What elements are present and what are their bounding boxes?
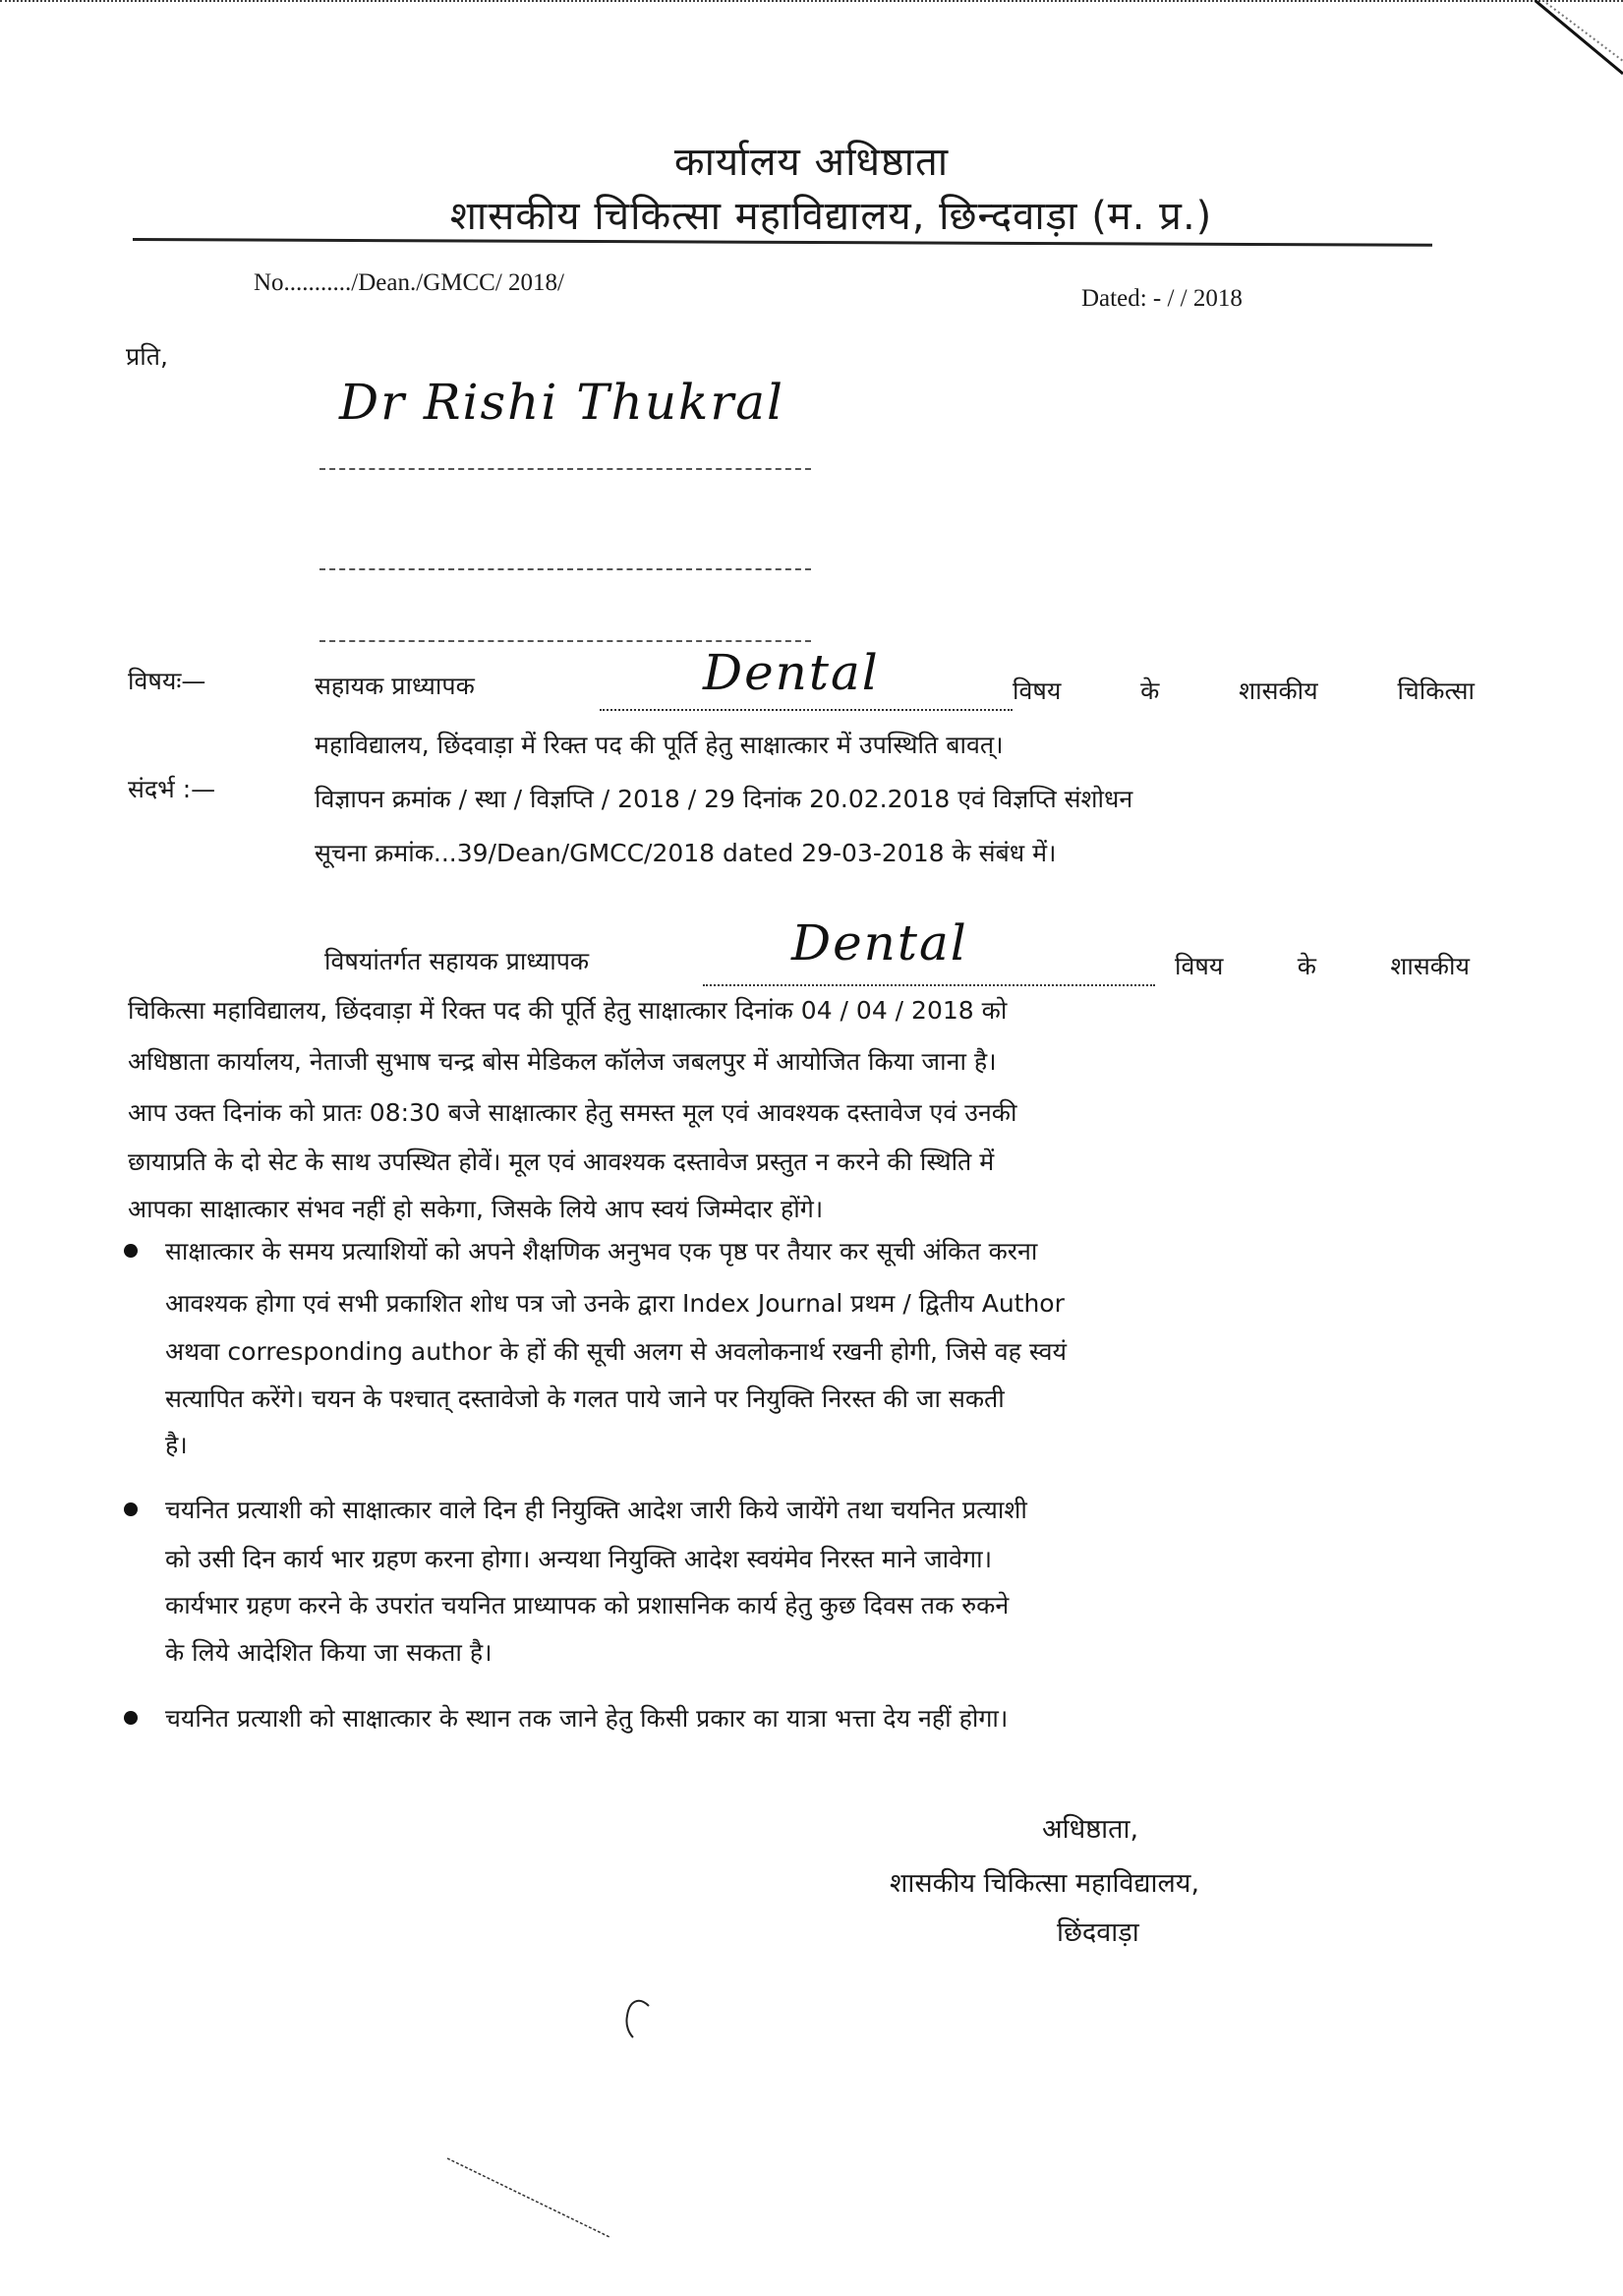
reference-number: No.........../Dean./GMCC/ 2018/	[254, 269, 564, 296]
body-fill-line	[703, 971, 1155, 990]
address-line-3	[319, 640, 811, 642]
body-line: छायाप्रति के दो सेट के साथ उपस्थित होवें। मूल एवं आवश्यक दस्तावेज प्रस्तुत न करने की स्थिति में	[128, 1148, 995, 1176]
bullet-2-line: को उसी दिन कार्य भार ग्रहण करना होगा। अन्यथा नियुक्ति आदेश स्वयंमेव निरस्त माने जावेगा।	[165, 1545, 993, 1573]
subject-suffix: विषय के शासकीय चिकित्सा	[1013, 677, 1475, 705]
address-line-2	[319, 568, 811, 570]
body-handwritten-subject: Dental	[791, 914, 968, 971]
bullet-3-line: चयनित प्रत्याशी को साक्षात्कार के स्थान तक जाने हेतु किसी प्रकार का यात्रा भत्ता देय नहीं होगा।	[165, 1704, 1009, 1733]
reference-line-2: सूचना क्रमांक...39/Dean/GMCC/2018 dated 29-03-2018 के संबंध में।	[315, 839, 1057, 867]
bullet-icon	[124, 1502, 138, 1516]
body-intro-prefix: विषयांतर्गत सहायक प्राध्यापक	[324, 947, 590, 975]
subject-line-2: महाविद्यालय, छिंदवाड़ा में रिक्त पद की पूर्ति हेतु साक्षात्कार में उपस्थिति बावत्।	[315, 731, 1004, 759]
body-line: अधिष्ठाता कार्यालय, नेताजी सुभाष चन्द्र बोस मेडिकल कॉलेज जबलपुर में आयोजित किया जाना है।	[128, 1047, 997, 1076]
signatory-title: अधिष्ठाता,	[1042, 1814, 1139, 1845]
bullet-1-line: आवश्यक होगा एवं सभी प्रकाशित शोध पत्र जो उनके द्वारा Index Journal प्रथम / द्वितीय Author	[165, 1289, 1065, 1318]
reference-label: संदर्भ :—	[128, 775, 216, 803]
body-line: आप उक्त दिनांक को प्रातः 08:30 बजे साक्षात्कार हेतु समस्त मूल एवं आवश्यक दस्तावेज एवं उनकी	[128, 1098, 1017, 1127]
signatory-institution: शासकीय चिकित्सा महाविद्यालय,	[890, 1868, 1200, 1899]
bullet-icon	[124, 1711, 138, 1725]
scan-mark	[442, 2153, 619, 2242]
body-intro-suffix: विषय के शासकीय	[1175, 952, 1470, 980]
office-heading: कार्यालय अधिष्ठाता	[673, 140, 950, 185]
institution-heading: शासकीय चिकित्सा महाविद्यालय, छिन्दवाड़ा (म. प्र.)	[449, 194, 1213, 239]
subject-handwritten: Dental	[703, 644, 880, 701]
subject-prefix: सहायक प्राध्यापक	[315, 672, 475, 700]
body-line: चिकित्सा महाविद्यालय, छिंदवाड़ा में रिक्त पद की पूर्ति हेतु साक्षात्कार दिनांक 04 / 04 / 2018 को	[128, 996, 1008, 1025]
reference-line-1: विज्ञापन क्रमांक / स्था / विज्ञप्ति / 2018 / 29 दिनांक 20.02.2018 एवं विज्ञप्ति संशोधन	[315, 785, 1133, 813]
subject-label: विषयः—	[128, 667, 206, 695]
dated-field: Dated: - / / 2018	[1081, 285, 1243, 312]
bullet-1-line: सत्यापित करेंगे। चयन के पश्चात् दस्तावेजो के गलत पाये जाने पर नियुक्ति निरस्त की जा सकती	[165, 1384, 1005, 1413]
recipient-name-handwritten: Dr Rishi Thukral	[339, 374, 785, 431]
recipient-label: प्रति,	[126, 342, 168, 371]
bullet-2-line: के लिये आदेशित किया जा सकता है।	[165, 1638, 493, 1667]
scan-mark	[619, 1996, 659, 2040]
bullet-2-line: कार्यभार ग्रहण करने के उपरांत चयनित प्राध्यापक को प्रशासनिक कार्य हेतु कुछ दिवस तक रुकने	[165, 1591, 1010, 1619]
bullet-1-line: अथवा corresponding author के हों की सूची अलग से अवलोकनार्थ रखनी होगी, जिसे वह स्वयं	[165, 1337, 1067, 1366]
bullet-icon	[124, 1244, 138, 1258]
address-line-1	[319, 468, 811, 470]
bullet-1-line: साक्षात्कार के समय प्रत्याशियों को अपने शैक्षणिक अनुभव एक पृष्ठ पर तैयार कर सूची अंकित करना	[165, 1237, 1038, 1266]
page-corner-fold-mark	[1535, 0, 1623, 79]
signatory-city: छिंदवाड़ा	[1057, 1917, 1139, 1948]
bullet-1-line: है।	[165, 1431, 188, 1459]
body-line: आपका साक्षात्कार संभव नहीं हो सकेगा, जिसके लिये आप स्वयं जिम्मेदार होंगे।	[128, 1195, 824, 1223]
bullet-2-line: चयनित प्रत्याशी को साक्षात्कार वाले दिन ही नियुक्ति आदेश जारी किये जायेंगे तथा चयनित प्रत्याशी	[165, 1496, 1027, 1524]
page-top-border	[0, 0, 1623, 2]
